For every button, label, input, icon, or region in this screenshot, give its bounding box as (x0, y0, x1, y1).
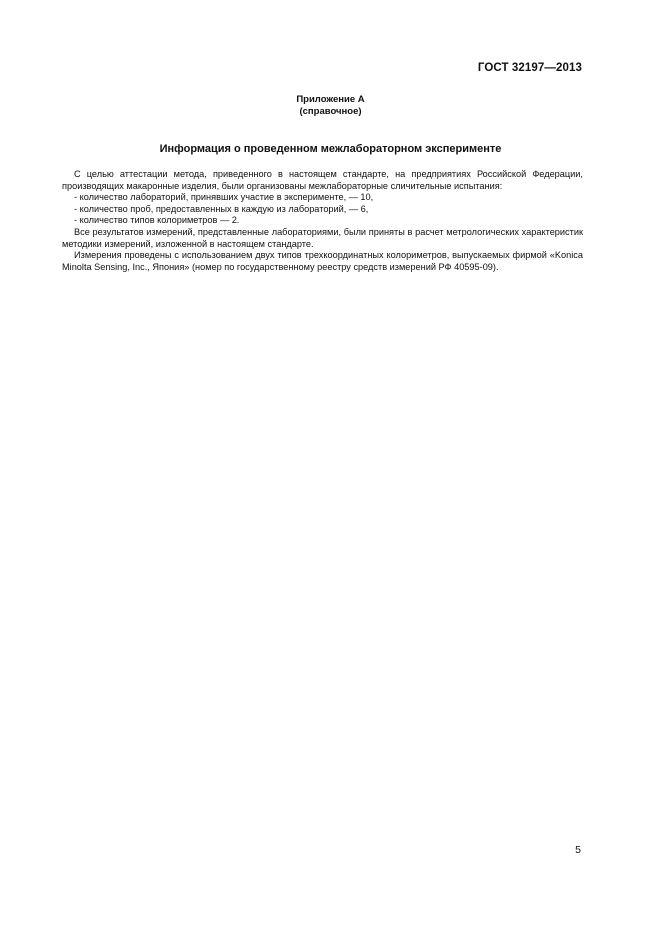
intro-paragraph: С целью аттестации метода, приведенного в настоящем стандарте, на предприятиях Российской Федерации, производящих макаронные изделия, были организованы межлабораторные сличительные испытания: (62, 169, 583, 191)
list-item-samples: - количество проб, предоставленных в каждую из лабораторий, — 6, (74, 203, 369, 214)
standard-number: ГОСТ 32197—2013 (477, 62, 582, 74)
results-paragraph: Все результатов измерений, представленные лабораториями, были приняты в расчет метрологических характеристик методики измерений, изложенной в настоящем стандарте. (62, 226, 583, 249)
list-item-colorimeters: - количество типов колориметров — 2. (74, 215, 240, 226)
page-number: 5 (575, 844, 581, 856)
annex-heading (0, 94, 661, 118)
annex-subtitle: (справочное) (299, 106, 362, 117)
document-body (62, 169, 583, 273)
measurement-paragraph: Измерения проведены с использованием двух типов трехкоординатных колориметров, выпускаемых фирмой «Konica Minolta Sensing, Inc., Япония» (номер по государственному реестру средств измерений РФ 40595-09). (62, 250, 583, 272)
annex-title: Приложение А (296, 94, 365, 105)
section-title: Информация о проведенном межлабораторном эксперименте (159, 143, 502, 155)
list-item-laboratories: - количество лабораторий, принявших участие в эксперименте, — 10, (74, 192, 374, 203)
